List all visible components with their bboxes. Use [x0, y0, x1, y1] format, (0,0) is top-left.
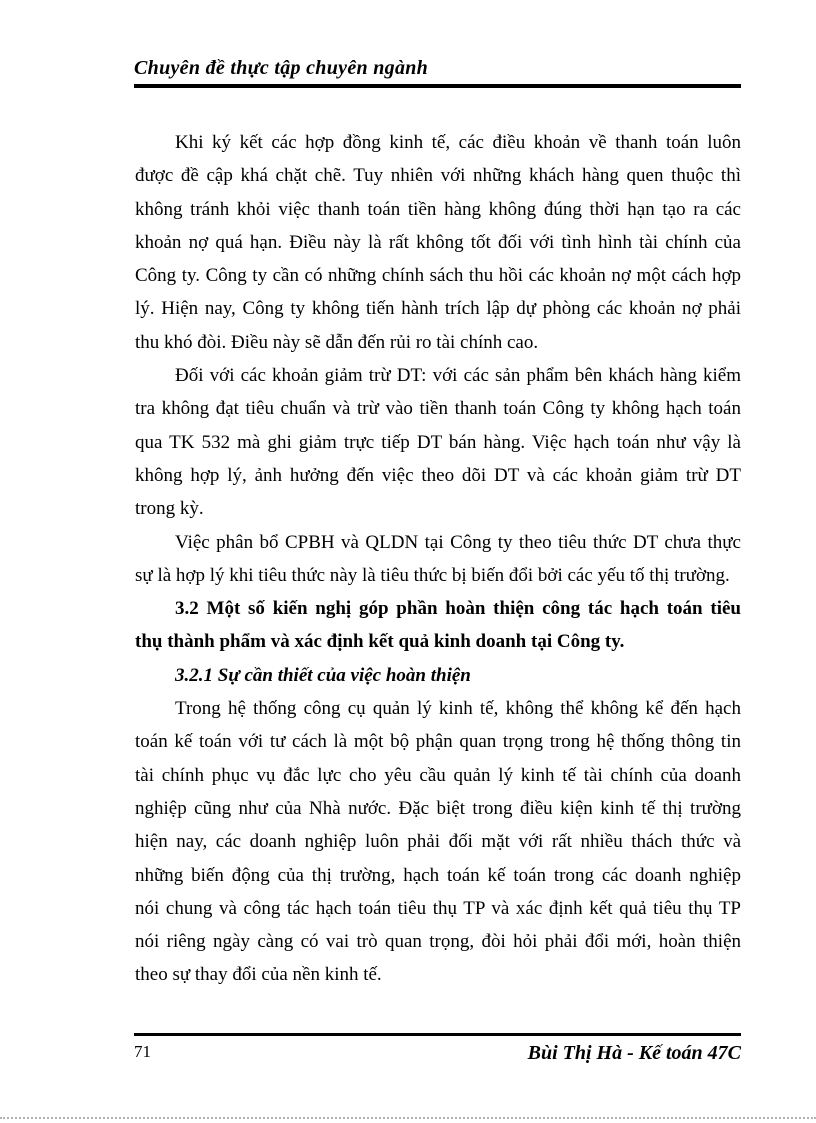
- subheading-line: 3.2.1 Sự cần thiết của việc hoàn thiện: [175, 664, 471, 686]
- body-text-line: qua TK 532 mà ghi giảm trực tiếp DT bán hàng. Việc hạch toán như vậy là: [135, 431, 741, 453]
- page-boundary-line: [0, 1117, 816, 1119]
- body-text-line: theo sự thay đổi của nền kinh tế.: [135, 964, 382, 986]
- body-text-line: khoản nợ quá hạn. Điều này là rất không tốt đối với tình hình tài chính của: [135, 231, 741, 253]
- body-text-line: Trong hệ thống công cụ quản lý kinh tế, không thể không kể đến hạch: [175, 698, 741, 720]
- header-title: Chuyên đề thực tập chuyên ngành: [134, 57, 429, 79]
- body-text-line: trong kỳ.: [135, 498, 204, 520]
- body-text-line: lý. Hiện nay, Công ty không tiến hành trích lập dự phòng các khoản nợ phải: [135, 298, 741, 320]
- document-body: [135, 126, 741, 992]
- page-header: [134, 56, 741, 88]
- body-text-line: những biến động của thị trường, hạch toán kế toán trong các doanh nghiệp: [135, 864, 741, 886]
- body-text-line: tra không đạt tiêu chuẩn và trừ vào tiền thanh toán Công ty không hạch toán: [135, 398, 741, 420]
- body-text-line: toán kế toán với tư cách là một bộ phận quan trọng trong hệ thống thông tin: [135, 731, 741, 753]
- footer-author: Bùi Thị Hà - Kế toán 47C: [527, 1042, 741, 1064]
- body-text-line: Việc phân bổ CPBH và QLDN tại Công ty theo tiêu thức DT chưa thực: [175, 531, 741, 553]
- body-text-line: nghiệp cũng như của Nhà nước. Đặc biệt trong điều kiện kinh tế thị trường: [135, 797, 741, 819]
- heading-line: 3.2 Một số kiến nghị góp phần hoàn thiện công tác hạch toán tiêu: [175, 598, 741, 620]
- body-text-line: Đối với các khoản giảm trừ DT: với các sản phẩm bên khách hàng kiểm: [175, 365, 741, 387]
- body-text-line: được đề cập khá chặt chẽ. Tuy nhiên với những khách hàng quen thuộc thì: [135, 165, 741, 187]
- body-text-line: hiện nay, các doanh nghiệp luôn phải đối mặt với rất nhiều thách thức và: [135, 831, 741, 853]
- body-text-line: không hợp lý, ảnh hưởng đến việc theo dõi DT và các khoản giảm trừ DT: [135, 464, 741, 486]
- body-text-line: tài chính phục vụ đắc lực cho yêu cầu quản lý kinh tế tài chính của doanh: [135, 764, 741, 786]
- page-number: 71: [134, 1042, 151, 1061]
- body-text-line: nói riêng ngày càng có vai trò quan trọng, đòi hỏi phải đổi mới, hoàn thiện: [135, 931, 741, 953]
- heading-line: thụ thành phẩm và xác định kết quả kinh doanh tại Công ty.: [135, 631, 625, 653]
- body-text-line: thu khó đòi. Điều này sẽ dẫn đến rủi ro tài chính cao.: [135, 331, 539, 353]
- body-text-line: Khi ký kết các hợp đồng kinh tế, các điều khoản về thanh toán luôn: [175, 132, 741, 153]
- body-text-line: nói chung và công tác hạch toán tiêu thụ TP và xác định kết quả tiêu thụ TP: [135, 897, 741, 919]
- body-text-line: không tránh khỏi việc thanh toán tiền hàng không đúng thời hạn tạo ra các: [135, 198, 741, 220]
- page-footer: [134, 1033, 741, 1065]
- body-text-line: sự là hợp lý khi tiêu thức này là tiêu thức bị biến đổi bởi các yếu tố thị trường.: [135, 564, 730, 586]
- body-text-line: Công ty. Công ty cần có những chính sách thu hồi các khoản nợ một cách hợp: [135, 265, 741, 287]
